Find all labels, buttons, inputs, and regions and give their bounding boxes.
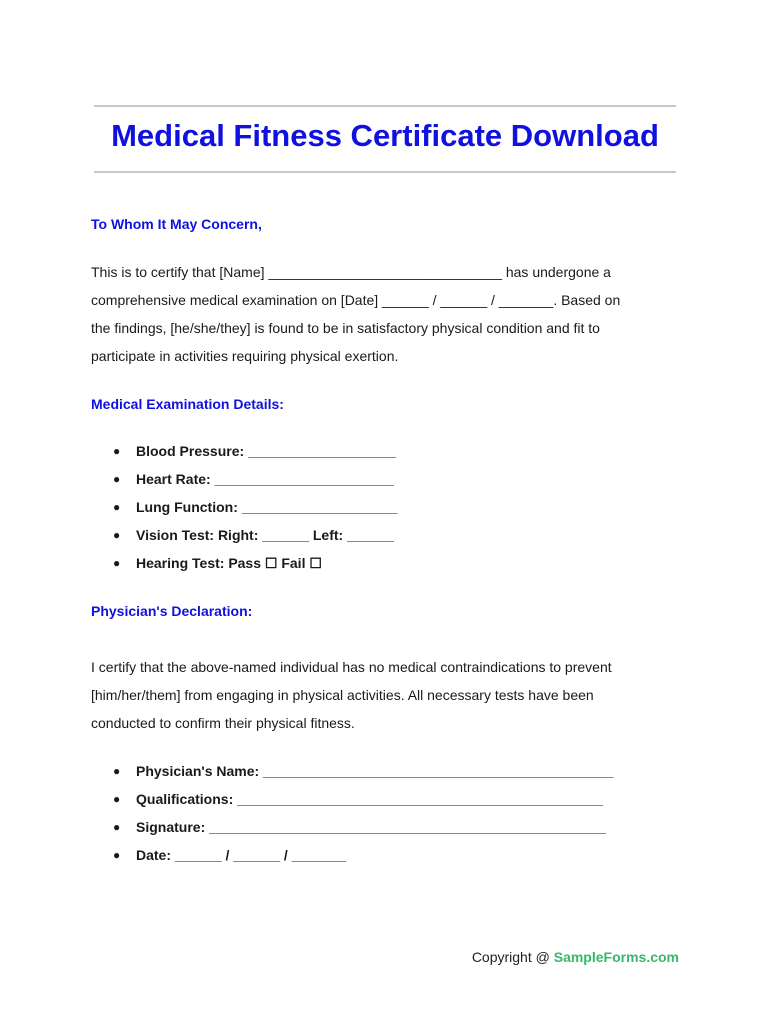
declaration-paragraph: [91, 653, 691, 737]
exam-details-list: [91, 437, 397, 577]
blood-pressure-field: Blood Pressure: ___________________: [136, 443, 396, 459]
intro-paragraph: [91, 258, 691, 370]
lung-function-field: Lung Function: ____________________: [136, 499, 398, 515]
list-item: [91, 437, 397, 465]
bullet-icon: ●: [113, 848, 121, 862]
vision-test-field: Vision Test: Right: ______ Left: ______: [136, 527, 394, 543]
copyright-text: Copyright @: [471, 949, 554, 965]
physician-declaration-heading: Physician's Declaration:: [91, 603, 253, 619]
declaration-line: [him/her/them] from engaging in physical activities. All necessary tests have been: [91, 687, 594, 703]
signature-field: Signature: ___________________________________________________: [136, 819, 607, 835]
bullet-icon: ●: [113, 792, 121, 806]
hearing-test-field: Hearing Test: Pass ☐ Fail ☐: [136, 555, 322, 571]
intro-line: comprehensive medical examination on [Date] ______ / ______ / _______. Based on: [91, 292, 621, 308]
physician-details-list: [91, 757, 613, 869]
copyright-footer: [472, 949, 679, 965]
list-item: [91, 785, 613, 813]
exam-details-heading: Medical Examination Details:: [91, 396, 284, 412]
declaration-line: conducted to confirm their physical fitness.: [91, 715, 355, 731]
intro-line: This is to certify that [Name] ______________________________ has undergone a: [91, 264, 611, 280]
list-item: [91, 549, 397, 577]
qualifications-field: Qualifications: _______________________________________________: [136, 791, 604, 807]
brand-link[interactable]: SampleForms.com: [553, 949, 679, 965]
list-item: [91, 813, 613, 841]
intro-line: the findings, [he/she/they] is found to be in satisfactory physical condition and fit to: [91, 320, 600, 336]
bullet-icon: ●: [113, 556, 121, 570]
bullet-icon: ●: [113, 528, 121, 542]
bullet-icon: ●: [113, 444, 121, 458]
list-item: [91, 841, 613, 869]
heart-rate-field: Heart Rate: _______________________: [136, 471, 394, 487]
list-item: [91, 757, 613, 785]
title-bottom-rule: [94, 171, 676, 173]
bullet-icon: ●: [113, 820, 121, 834]
declaration-line: I certify that the above-named individual has no medical contraindications to prevent: [91, 659, 612, 675]
physician-name-field: Physician's Name: _____________________________________________: [136, 763, 614, 779]
salutation: To Whom It May Concern,: [91, 216, 262, 232]
list-item: [91, 493, 397, 521]
bullet-icon: ●: [113, 500, 121, 514]
title-top-rule: [94, 105, 676, 107]
bullet-icon: ●: [113, 764, 121, 778]
page-title: Medical Fitness Certificate Download: [111, 118, 659, 153]
intro-line: participate in activities requiring physical exertion.: [91, 348, 399, 364]
list-item: [91, 465, 397, 493]
bullet-icon: ●: [113, 472, 121, 486]
date-field: Date: ______ / ______ / _______: [136, 847, 347, 863]
list-item: [91, 521, 397, 549]
